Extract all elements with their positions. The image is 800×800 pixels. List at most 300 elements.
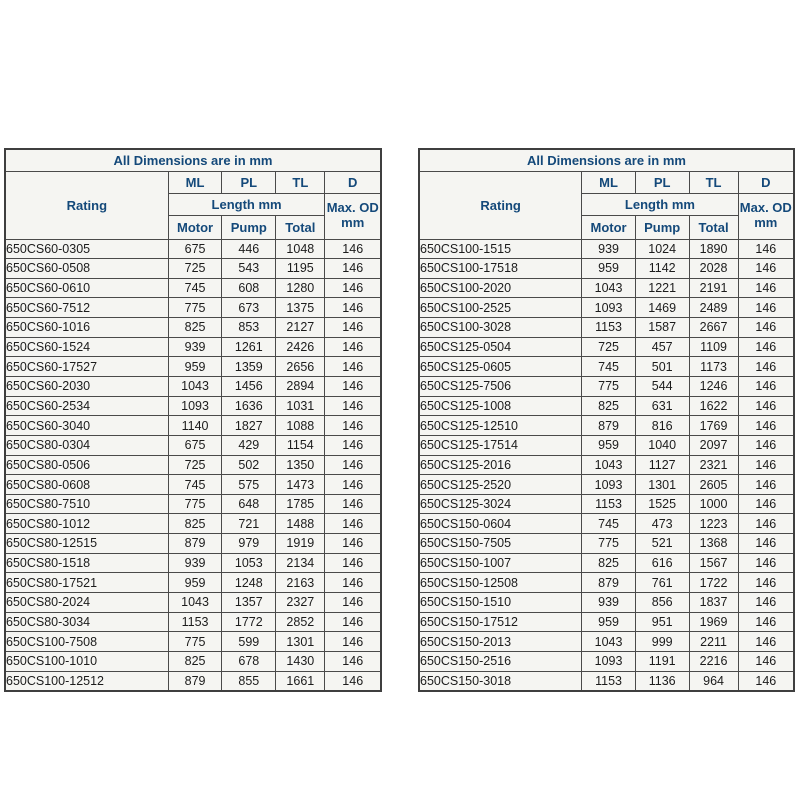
- value-cell: 2216: [689, 651, 738, 671]
- value-cell: 725: [582, 337, 636, 357]
- value-cell: 146: [738, 534, 794, 554]
- value-cell: 146: [738, 651, 794, 671]
- rating-cell: 650CS60-7512: [5, 298, 168, 318]
- value-cell: 1525: [635, 494, 689, 514]
- value-cell: 1587: [635, 318, 689, 338]
- value-cell: 1890: [689, 239, 738, 259]
- value-cell: 1357: [222, 593, 276, 613]
- mm-label: mm: [341, 215, 365, 230]
- table-row: [419, 416, 794, 436]
- value-cell: 1043: [582, 455, 636, 475]
- pl-header: PL: [222, 171, 276, 193]
- value-cell: 1154: [276, 435, 325, 455]
- rating-cell: 650CS100-17518: [419, 259, 582, 279]
- value-cell: 2211: [689, 632, 738, 652]
- value-cell: 825: [168, 651, 222, 671]
- value-cell: 146: [325, 573, 381, 593]
- value-cell: 1456: [222, 376, 276, 396]
- table-body-right: [419, 239, 794, 691]
- rating-cell: 650CS125-1008: [419, 396, 582, 416]
- value-cell: 939: [168, 337, 222, 357]
- value-cell: 1661: [276, 671, 325, 691]
- rating-cell: 650CS150-7505: [419, 534, 582, 554]
- value-cell: 1153: [582, 671, 636, 691]
- value-cell: 825: [168, 318, 222, 338]
- rating-cell: 650CS80-2024: [5, 593, 168, 613]
- value-cell: 1368: [689, 534, 738, 554]
- rating-cell: 650CS80-7510: [5, 494, 168, 514]
- table-row: [419, 298, 794, 318]
- tl-header: TL: [276, 171, 325, 193]
- value-cell: 939: [582, 239, 636, 259]
- value-cell: 825: [168, 514, 222, 534]
- rating-header: Rating: [5, 171, 168, 239]
- value-cell: 855: [222, 671, 276, 691]
- length-mm-header: Length mm: [168, 193, 325, 215]
- table-row: [5, 396, 381, 416]
- rating-cell: 650CS60-17527: [5, 357, 168, 377]
- table-row: [419, 632, 794, 652]
- value-cell: 879: [582, 416, 636, 436]
- max-od-label: Max. OD: [739, 200, 792, 216]
- table-row: [5, 298, 381, 318]
- value-cell: 1261: [222, 337, 276, 357]
- value-cell: 951: [635, 612, 689, 632]
- rating-cell: 650CS150-1007: [419, 553, 582, 573]
- table-row: [419, 435, 794, 455]
- value-cell: 775: [582, 534, 636, 554]
- rating-cell: 650CS150-12508: [419, 573, 582, 593]
- rating-cell: 650CS125-7506: [419, 376, 582, 396]
- d-header: D: [325, 171, 381, 193]
- table-row: [5, 573, 381, 593]
- value-cell: 146: [325, 298, 381, 318]
- rating-cell: 650CS125-0504: [419, 337, 582, 357]
- value-cell: 2191: [689, 278, 738, 298]
- value-cell: 146: [325, 239, 381, 259]
- value-cell: 879: [168, 534, 222, 554]
- value-cell: 673: [222, 298, 276, 318]
- table-row: [5, 651, 381, 671]
- pump-header: Pump: [222, 215, 276, 239]
- table-row: [419, 376, 794, 396]
- value-cell: 2097: [689, 435, 738, 455]
- table-row: [5, 534, 381, 554]
- value-cell: 959: [582, 612, 636, 632]
- value-cell: 1093: [582, 475, 636, 495]
- table-row: [5, 435, 381, 455]
- value-cell: 146: [325, 494, 381, 514]
- value-cell: 1622: [689, 396, 738, 416]
- value-cell: 146: [738, 573, 794, 593]
- value-cell: 146: [325, 396, 381, 416]
- spec-table: [418, 148, 795, 692]
- rating-cell: 650CS100-1010: [5, 651, 168, 671]
- rating-cell: 650CS125-2016: [419, 455, 582, 475]
- rating-cell: 650CS80-1518: [5, 553, 168, 573]
- table-row: [419, 573, 794, 593]
- rating-cell: 650CS100-2525: [419, 298, 582, 318]
- value-cell: 725: [168, 259, 222, 279]
- value-cell: 959: [582, 435, 636, 455]
- value-cell: 146: [325, 337, 381, 357]
- value-cell: 146: [738, 337, 794, 357]
- value-cell: 146: [325, 514, 381, 534]
- value-cell: 446: [222, 239, 276, 259]
- value-cell: 1827: [222, 416, 276, 436]
- table-title: All Dimensions are in mm: [5, 149, 381, 171]
- value-cell: 1248: [222, 573, 276, 593]
- value-cell: 1153: [168, 612, 222, 632]
- value-cell: 775: [168, 632, 222, 652]
- value-cell: 964: [689, 671, 738, 691]
- value-cell: 1837: [689, 593, 738, 613]
- value-cell: 879: [582, 573, 636, 593]
- value-cell: 146: [738, 593, 794, 613]
- value-cell: 1153: [582, 494, 636, 514]
- value-cell: 146: [738, 259, 794, 279]
- rating-cell: 650CS125-3024: [419, 494, 582, 514]
- rating-cell: 650CS150-3018: [419, 671, 582, 691]
- value-cell: 146: [325, 553, 381, 573]
- value-cell: 1048: [276, 239, 325, 259]
- value-cell: 2321: [689, 455, 738, 475]
- dimensions-table-left: [4, 148, 382, 692]
- value-cell: 675: [168, 435, 222, 455]
- value-cell: 2134: [276, 553, 325, 573]
- table-row: [5, 514, 381, 534]
- rating-cell: 650CS80-0608: [5, 475, 168, 495]
- value-cell: 745: [582, 514, 636, 534]
- value-cell: 1195: [276, 259, 325, 279]
- value-cell: 1280: [276, 278, 325, 298]
- value-cell: 1043: [168, 593, 222, 613]
- value-cell: 825: [582, 553, 636, 573]
- table-row: [5, 416, 381, 436]
- value-cell: 146: [325, 632, 381, 652]
- value-cell: 146: [738, 416, 794, 436]
- rating-cell: 650CS80-1012: [5, 514, 168, 534]
- table-row: [419, 671, 794, 691]
- value-cell: 146: [325, 416, 381, 436]
- value-cell: 939: [168, 553, 222, 573]
- value-cell: 502: [222, 455, 276, 475]
- table-row: [5, 259, 381, 279]
- value-cell: 2028: [689, 259, 738, 279]
- value-cell: 2426: [276, 337, 325, 357]
- value-cell: 631: [635, 396, 689, 416]
- value-cell: 146: [325, 455, 381, 475]
- rating-cell: 650CS60-0305: [5, 239, 168, 259]
- value-cell: 1109: [689, 337, 738, 357]
- value-cell: 146: [738, 318, 794, 338]
- value-cell: 1301: [635, 475, 689, 495]
- ml-header: ML: [168, 171, 222, 193]
- value-cell: 1919: [276, 534, 325, 554]
- rating-cell: 650CS60-2534: [5, 396, 168, 416]
- total-header: Total: [276, 215, 325, 239]
- value-cell: 1024: [635, 239, 689, 259]
- total-header: Total: [689, 215, 738, 239]
- value-cell: 1093: [582, 651, 636, 671]
- value-cell: 1469: [635, 298, 689, 318]
- value-cell: 745: [582, 357, 636, 377]
- value-cell: 725: [168, 455, 222, 475]
- value-cell: 146: [738, 396, 794, 416]
- value-cell: 1359: [222, 357, 276, 377]
- table-row: [419, 278, 794, 298]
- table-row: [5, 278, 381, 298]
- value-cell: 1088: [276, 416, 325, 436]
- value-cell: 146: [738, 278, 794, 298]
- value-cell: 1000: [689, 494, 738, 514]
- value-cell: 1140: [168, 416, 222, 436]
- value-cell: 457: [635, 337, 689, 357]
- value-cell: 2667: [689, 318, 738, 338]
- motor-header: Motor: [168, 215, 222, 239]
- value-cell: 648: [222, 494, 276, 514]
- value-cell: 2894: [276, 376, 325, 396]
- value-cell: 2163: [276, 573, 325, 593]
- value-cell: 429: [222, 435, 276, 455]
- value-cell: 816: [635, 416, 689, 436]
- rating-cell: 650CS150-0604: [419, 514, 582, 534]
- rating-cell: 650CS80-0304: [5, 435, 168, 455]
- value-cell: 678: [222, 651, 276, 671]
- value-cell: 616: [635, 553, 689, 573]
- value-cell: 1969: [689, 612, 738, 632]
- value-cell: 1043: [582, 632, 636, 652]
- value-cell: 1043: [168, 376, 222, 396]
- table-row: [5, 455, 381, 475]
- rating-cell: 650CS80-12515: [5, 534, 168, 554]
- value-cell: 721: [222, 514, 276, 534]
- value-cell: 1127: [635, 455, 689, 475]
- value-cell: 1043: [582, 278, 636, 298]
- value-cell: 608: [222, 278, 276, 298]
- value-cell: 146: [738, 475, 794, 495]
- value-cell: 146: [325, 612, 381, 632]
- value-cell: 775: [168, 298, 222, 318]
- value-cell: 1722: [689, 573, 738, 593]
- value-cell: 1430: [276, 651, 325, 671]
- table-row: [419, 593, 794, 613]
- value-cell: 959: [582, 259, 636, 279]
- length-mm-header: Length mm: [582, 193, 738, 215]
- value-cell: 146: [325, 376, 381, 396]
- value-cell: 1375: [276, 298, 325, 318]
- rating-cell: 650CS100-12512: [5, 671, 168, 691]
- table-row: [419, 396, 794, 416]
- value-cell: 1191: [635, 651, 689, 671]
- value-cell: 146: [325, 593, 381, 613]
- table-row: [419, 455, 794, 475]
- value-cell: 146: [738, 671, 794, 691]
- table-row: [419, 494, 794, 514]
- value-cell: 2852: [276, 612, 325, 632]
- value-cell: 146: [325, 318, 381, 338]
- table-row: [5, 494, 381, 514]
- value-cell: 1246: [689, 376, 738, 396]
- value-cell: 775: [168, 494, 222, 514]
- value-cell: 825: [582, 396, 636, 416]
- value-cell: 2489: [689, 298, 738, 318]
- rating-cell: 650CS100-1515: [419, 239, 582, 259]
- rating-header: Rating: [419, 171, 582, 239]
- value-cell: 745: [168, 475, 222, 495]
- value-cell: 146: [738, 553, 794, 573]
- value-cell: 146: [325, 278, 381, 298]
- rating-cell: 650CS80-17521: [5, 573, 168, 593]
- table-row: [419, 318, 794, 338]
- value-cell: 1769: [689, 416, 738, 436]
- value-cell: 1221: [635, 278, 689, 298]
- value-cell: 2127: [276, 318, 325, 338]
- value-cell: 146: [738, 435, 794, 455]
- rating-cell: 650CS80-3034: [5, 612, 168, 632]
- value-cell: 999: [635, 632, 689, 652]
- value-cell: 761: [635, 573, 689, 593]
- value-cell: 856: [635, 593, 689, 613]
- value-cell: 146: [325, 534, 381, 554]
- value-cell: 1473: [276, 475, 325, 495]
- value-cell: 1785: [276, 494, 325, 514]
- table-row: [5, 239, 381, 259]
- max-od-label: Max. OD: [326, 200, 379, 216]
- rating-cell: 650CS100-3028: [419, 318, 582, 338]
- table-row: [5, 337, 381, 357]
- value-cell: 1093: [582, 298, 636, 318]
- value-cell: 1142: [635, 259, 689, 279]
- value-cell: 959: [168, 573, 222, 593]
- spec-table: [4, 148, 382, 692]
- rating-cell: 650CS60-0610: [5, 278, 168, 298]
- pump-header: Pump: [635, 215, 689, 239]
- value-cell: 745: [168, 278, 222, 298]
- table-row: [419, 475, 794, 495]
- rating-cell: 650CS125-2520: [419, 475, 582, 495]
- table-row: [5, 357, 381, 377]
- rating-cell: 650CS60-1016: [5, 318, 168, 338]
- value-cell: 146: [738, 612, 794, 632]
- value-cell: 1636: [222, 396, 276, 416]
- table-row: [419, 239, 794, 259]
- table-row: [419, 337, 794, 357]
- value-cell: 543: [222, 259, 276, 279]
- value-cell: 1136: [635, 671, 689, 691]
- table-row: [5, 553, 381, 573]
- value-cell: 979: [222, 534, 276, 554]
- table-row: [419, 553, 794, 573]
- table-row: [419, 514, 794, 534]
- value-cell: 1173: [689, 357, 738, 377]
- rating-cell: 650CS60-2030: [5, 376, 168, 396]
- value-cell: 521: [635, 534, 689, 554]
- table-body-left: [5, 239, 381, 691]
- value-cell: 1040: [635, 435, 689, 455]
- table-row: [5, 475, 381, 495]
- value-cell: 146: [325, 671, 381, 691]
- rating-cell: 650CS150-2516: [419, 651, 582, 671]
- value-cell: 146: [738, 494, 794, 514]
- dimensions-table-right: [418, 148, 795, 692]
- table-row: [5, 318, 381, 338]
- value-cell: 1567: [689, 553, 738, 573]
- rating-cell: 650CS100-7508: [5, 632, 168, 652]
- table-row: [419, 534, 794, 554]
- table-row: [5, 593, 381, 613]
- table-row: [5, 612, 381, 632]
- value-cell: 879: [168, 671, 222, 691]
- table-row: [419, 612, 794, 632]
- value-cell: 146: [738, 514, 794, 534]
- value-cell: 1301: [276, 632, 325, 652]
- value-cell: 1350: [276, 455, 325, 475]
- value-cell: 575: [222, 475, 276, 495]
- value-cell: 599: [222, 632, 276, 652]
- value-cell: 544: [635, 376, 689, 396]
- table-row: [419, 651, 794, 671]
- value-cell: 2656: [276, 357, 325, 377]
- value-cell: 2327: [276, 593, 325, 613]
- rating-cell: 650CS150-2013: [419, 632, 582, 652]
- value-cell: 1031: [276, 396, 325, 416]
- motor-header: Motor: [582, 215, 636, 239]
- value-cell: 146: [325, 435, 381, 455]
- rating-cell: 650CS60-1524: [5, 337, 168, 357]
- value-cell: 146: [738, 632, 794, 652]
- value-cell: 146: [325, 259, 381, 279]
- rating-cell: 650CS125-0605: [419, 357, 582, 377]
- rating-cell: 650CS100-2020: [419, 278, 582, 298]
- rating-cell: 650CS60-3040: [5, 416, 168, 436]
- value-cell: 775: [582, 376, 636, 396]
- value-cell: 146: [325, 475, 381, 495]
- table-row: [5, 376, 381, 396]
- table-row: [419, 357, 794, 377]
- table-row: [5, 671, 381, 691]
- ml-header: ML: [582, 171, 636, 193]
- value-cell: 1053: [222, 553, 276, 573]
- max-od-header: [738, 193, 794, 239]
- value-cell: 146: [738, 376, 794, 396]
- rating-cell: 650CS80-0506: [5, 455, 168, 475]
- mm-label: mm: [754, 215, 778, 230]
- value-cell: 959: [168, 357, 222, 377]
- value-cell: 146: [738, 357, 794, 377]
- value-cell: 146: [738, 298, 794, 318]
- value-cell: 2605: [689, 475, 738, 495]
- table-row: [419, 259, 794, 279]
- value-cell: 1488: [276, 514, 325, 534]
- value-cell: 675: [168, 239, 222, 259]
- rating-cell: 650CS125-12510: [419, 416, 582, 436]
- value-cell: 146: [325, 357, 381, 377]
- pl-header: PL: [635, 171, 689, 193]
- rating-cell: 650CS150-17512: [419, 612, 582, 632]
- value-cell: 853: [222, 318, 276, 338]
- value-cell: 473: [635, 514, 689, 534]
- table-title: All Dimensions are in mm: [419, 149, 794, 171]
- value-cell: 939: [582, 593, 636, 613]
- rating-cell: 650CS125-17514: [419, 435, 582, 455]
- value-cell: 1153: [582, 318, 636, 338]
- tl-header: TL: [689, 171, 738, 193]
- d-header: D: [738, 171, 794, 193]
- value-cell: 146: [738, 455, 794, 475]
- rating-cell: 650CS150-1510: [419, 593, 582, 613]
- value-cell: 1772: [222, 612, 276, 632]
